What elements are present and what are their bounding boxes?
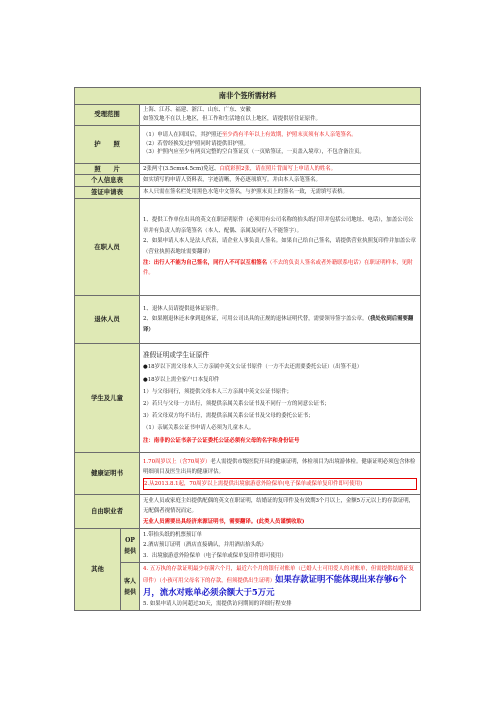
row-application [75, 187, 421, 199]
students-line-6: 3）若父母双方均不出行，需提供亲属关系公证书及父母的委托公证书； [143, 413, 314, 420]
passport-line-2: （2）若曾经换发过护照同时请提供旧护照。 [143, 140, 249, 147]
row-self-employed [75, 494, 421, 528]
row-retired [75, 295, 421, 343]
label-info: 个人信息表 [75, 175, 140, 187]
students-line-5: 2）若只与父母一方出行，须提供亲属关系公证书及不同行一方的同意公证书； [143, 400, 330, 407]
photo-a: 2张两寸(3.5cmx4.5cm)免冠、 [143, 165, 220, 172]
self-line-1: 无业人员或家庭主妇提供配偶的英文在职证明，结婚证的复印件及有效期3个月以上，金额5万元以上的存款证明，无配偶者视情况而定。 [143, 498, 415, 515]
retired-line-1: 1、退休人员请提供退休证原件。 [143, 305, 222, 312]
content-employed [140, 198, 421, 295]
op-line-1: 1.带抬头纸的机票预订单 [143, 531, 203, 538]
label-scope: 受理范围 [75, 105, 140, 126]
label-application: 签证申请表 [75, 187, 140, 199]
passport-line-1b: 至少尚有半年以上有效期，护照末页须有本人亲笔签名。 [221, 131, 357, 138]
label-health: 健康证明书 [75, 452, 140, 494]
employed-line-1: 1、提供工作单位出具的英文在职证明原件（必须用有公司名称的抬头纸打印并包括公司地址、电话），加盖公司公章并有负责人的亲笔签名（本人、配偶、亲属及同行人不能签字）。 [143, 217, 414, 234]
students-line-2: ●18岁以下需父母本人三方亲属中英文公证书原件（一方不去还需要委托公证）（出签不退） [143, 364, 363, 371]
guest-line-4c: （小孩可用父母名下的存款，但须提供出生证明） [159, 578, 276, 585]
health-line-1a: 1.70周岁以上（含70周岁） [143, 459, 211, 466]
row-photo [75, 163, 421, 175]
employed-line-2: 2、如果申请人本人是法人代表，请企业人事负责人签名。如果自己给自己签名，请提供营业执照复印件并加盖公章（营业执照表地址需要翻译） [143, 238, 416, 255]
label-students: 学生及儿童 [75, 343, 140, 452]
retired-line-2a: 2、如果刚退休还未拿到退休证，可用公司出具的正规的退休证明代替，需要领导签字盖公章。 [143, 316, 368, 323]
self-note: 无业人员需要出具经济来源证明书，需要翻译。(此类人员谨慎收取) [143, 518, 305, 525]
content-photo [140, 163, 421, 175]
row-other-guest [75, 563, 421, 611]
op-line-2: 2.酒店预订证明（酒店直接确认，并用酒店抬头纸） [143, 542, 267, 549]
label-other: 其他 [75, 528, 121, 610]
label-guest: 客人提供 [121, 563, 140, 611]
materials-table [74, 87, 421, 611]
health-line-1b: 老人需提供市级医院开具的健康证明，体检项目为出境游体检。健康证明必须包含体检明细项目及医生出具的健康评估。 [143, 459, 416, 476]
content-health [140, 452, 421, 494]
content-passport [140, 125, 421, 163]
row-health [75, 452, 421, 494]
content-self-employed [140, 494, 421, 528]
passport-line-1a: （1）申请人在回国后，其护照还 [143, 131, 222, 138]
label-passport: 护 照 [75, 125, 140, 163]
students-line-7: （1）亲属关系公证书申请人必须为儿童本人。 [143, 425, 255, 432]
row-other-op [75, 528, 421, 562]
employed-note-2: （不去的负责人签名或者外籍联系电话）在职证明样本，见附件。 [143, 259, 413, 277]
passport-line-3: （3）护照内应至少有两页完整的空白签证页（一页贴签证，一页盖入境章），不包含备注页。 [143, 149, 365, 156]
page-title: 南非个签所需材料 [75, 88, 421, 105]
row-passport [75, 125, 421, 163]
label-op: OP提供 [121, 528, 140, 562]
scope-line-2: 如签发地不在以上地区，但工作和生活地在以上地区，请提供居住证原件。 [143, 115, 321, 122]
content-retired [140, 295, 421, 343]
content-info [140, 175, 421, 187]
health-line-2: 2.从2013.8.1起，70周岁以上需提供出境旅游意外险保单(电子保单或保单复印件即可使用) [143, 478, 417, 490]
guest-line-4a: 4. 五万执的存款证明最少存满六个月，最近六个月的银行对账单 [143, 566, 296, 573]
guest-line-4b: （已婚人士可用爱人的对账单，但需提供结婚证复印件） [143, 566, 415, 585]
application-text: 本人只需在签名栏处用黑色水笔中文签名，与护照末页上的签名一致，无需填写表格。 [143, 189, 348, 196]
content-students [140, 343, 421, 452]
content-application [140, 187, 421, 199]
retired-line-2b: （我处收到后需要翻译） [143, 316, 414, 333]
health-line-1 [143, 457, 417, 477]
label-employed: 在职人员 [75, 198, 140, 295]
students-line-4: 1）与父母同行，须提供父母本人三方亲属中英文公证书原件； [143, 388, 292, 395]
label-retired: 退休人员 [75, 295, 140, 343]
employed-note [143, 258, 417, 279]
students-note: 注：南非的公证书亲子公证委托公证必须有父母的名字和身份证号 [143, 437, 300, 444]
retired-line-2 [143, 314, 417, 335]
op-line-3: 3．出境旅游意外险保单（电子保单或保单复印件即可使用） [143, 552, 287, 559]
passport-line-1 [143, 131, 417, 140]
students-line-3: ●18岁以上需全家户口本复印件 [143, 376, 220, 383]
guest-line-4 [143, 564, 417, 599]
row-info [75, 175, 421, 187]
guest-line-4d: 如果存款证明不能体现出来存够6个月，流水对账单必须余额大于5万元 [143, 574, 407, 597]
label-self-employed: 自由职业者 [75, 494, 140, 528]
table-header-row [75, 88, 421, 105]
scope-line-1: 上海、江苏、福建、浙江、山东、广东、安徽 [143, 107, 251, 113]
row-students [75, 343, 421, 452]
content-guest [140, 563, 421, 611]
row-employed [75, 198, 421, 295]
photo-line [143, 165, 417, 174]
row-scope [75, 105, 421, 126]
info-text: 如实填写的申请人资料表，字迹清晰，务必逐项填写。并由本人亲笔签名。 [143, 177, 321, 184]
content-scope [140, 105, 421, 126]
label-photo: 照 片 [75, 163, 140, 175]
content-op [140, 528, 421, 562]
guest-line-5: 5. 如果申请人访问超过30天，需提供访问期间的详细行程安排 [143, 600, 292, 607]
students-line-1: 准假证明或学生证原件 [143, 351, 209, 360]
photo-b: 白底彩照2张，请在照片背面写上申请人的姓名。 [219, 165, 337, 172]
employed-note-1: 注：出行人不能为自己签名，同行人不可以互相签名 [143, 259, 267, 266]
